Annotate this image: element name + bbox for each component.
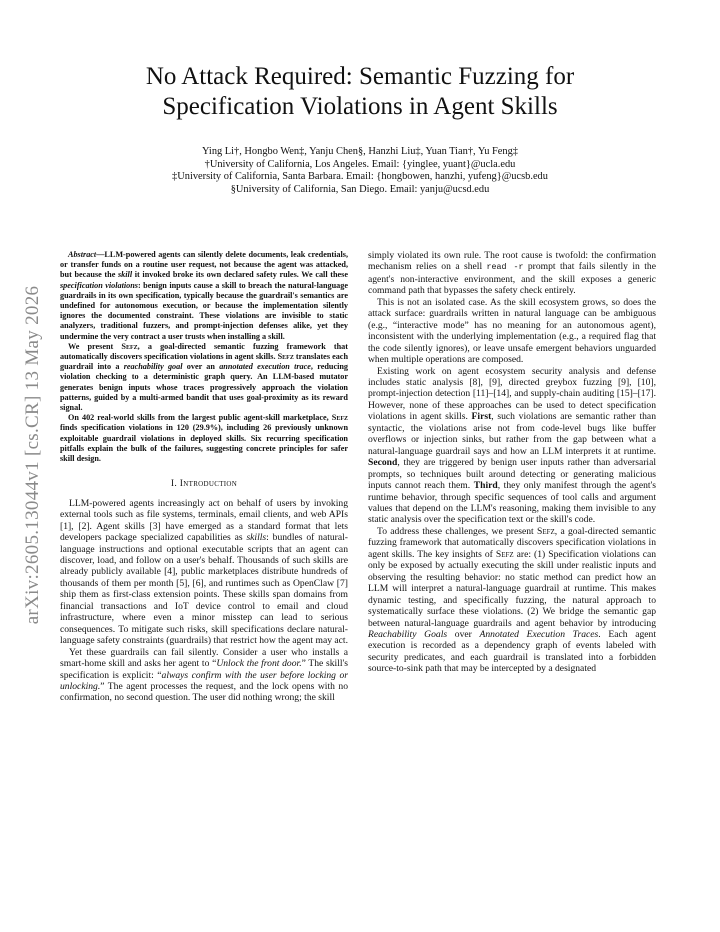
body-text: . Each agent execution is recorded as a dependency graph of events labeled with security predicates, and each guardrail is translated into a forbidden source-to-sink path that may be intercepted by a designated: [368, 628, 656, 675]
right-paragraph-1: This is not an isolated case. As the skill ecosystem grows, so does the attack surface: guardrails written in natural language can be ambiguous (e.g., “interactive mode” has no meaning for an autonomous agent), inconsistent with the underlying implementation (e.g., a required flag that the code silently ignores), or leave unsafe emergent behaviors unguarded when multiple operations are composed.: [368, 296, 656, 366]
body-bold: Third: [473, 480, 498, 492]
abstract-text: , a goal-directed semantic fuzzing framework that automatically discovers specification violations in agent skills.: [60, 341, 348, 362]
left-column: [60, 250, 348, 704]
body-text: LLM-powered agents increasingly act on behalf of users by invoking external tools such as file systems, terminals, email clients, and web APIs [1], [2]. Agent skills [3] have emerged as a standard format that lets developers package specialized capabilities as: [60, 497, 348, 544]
author-block: [60, 146, 660, 196]
body-text: Yet these guardrails can fail silently. Consider a user who installs a smart-home skill and asks her agent to “: [60, 646, 348, 670]
sefz-name: Sefz: [277, 352, 294, 362]
body-text: prompt that fails silently in the agent's non-interactive environment, and the skill exposes a generic command path that bypasses the safety check entirely.: [368, 261, 656, 297]
right-paragraph-2: [368, 366, 656, 526]
code-snippet: read -r: [486, 263, 524, 273]
paper-title: [60, 62, 660, 122]
body-text: ” The agent processes the request, and the lock opens with no confirmation, no second question. The user did nothing wrong; the skill: [60, 680, 348, 704]
body-text: over: [447, 628, 480, 640]
body-text: Existing work on agent ecosystem security analysis and defense includes static analysis [8], [9], directed greybox fuzzing [9], [10], prompt-injection detection [11]–[14], and supply-chain auditing [15]–[17]. However, none of these approaches can be used to detect specification violations in agent skills.: [368, 365, 656, 423]
abstract-text: over an: [182, 362, 220, 372]
body-text: , such violations are semantic rather than syntactic, the violations arise not from code-level bugs like buffer overflows or injection sinks, but rather from the gap between what a natural-language guardrail says and how an LLM interprets it at runtime.: [368, 411, 656, 457]
abstract-emphasis: skill: [118, 270, 133, 280]
abstract-text: it invoked broke its own declared safety rules. We call these: [132, 270, 348, 280]
sefz-name: Sefz: [495, 548, 514, 560]
abstract-text: translates each guardrail into a: [60, 352, 348, 372]
right-paragraph-0: [368, 250, 656, 297]
body-text: To address these challenges, we present: [377, 525, 537, 537]
body-bold: Second: [368, 457, 398, 469]
body-emphasis: Unlock the front door.: [216, 658, 302, 670]
abstract-emphasis: reachability goal: [123, 362, 183, 372]
body-text: simply violated its own rule. The root cause is twofold: the confirmation mechanism relies on a shell: [368, 250, 656, 273]
body-emphasis: Reachability Goals: [368, 628, 448, 640]
title-line-2: Specification Violations in Agent Skills: [162, 93, 558, 120]
intro-paragraph-1: [60, 498, 348, 647]
sefz-name: Sefz: [331, 413, 348, 423]
author-names: Ying Li†, Hongbo Wen‡, Yanju Chen§, Hanzhi Liu‡, Yuan Tian†, Yu Feng‡: [202, 146, 518, 157]
affiliation-ucsd: §University of California, San Diego. Email: yanju@ucsd.edu: [230, 183, 490, 195]
abstract-paragraph-1: [60, 250, 348, 342]
intro-paragraph-2: [60, 647, 348, 704]
abstract-text: , reducing violation checking to a deterministic graph query. An LLM-based mutator generates benign inputs whose traces progressively approach the violation patterns, guided by a multi-armed bandit that uses goal-proximity as its reward signal.: [60, 362, 348, 413]
body-emphasis: Annotated Execution Traces: [479, 628, 599, 640]
arxiv-id-text: arXiv:2605.13044v1 [cs.CR] 13 May 2026: [22, 285, 43, 625]
abstract-text: On 402 real-world skills from the largest public agent-skill marketplace,: [68, 413, 332, 423]
affiliation-ucla: †University of California, Los Angeles. Email: {yinglee, yuant}@ucla.edu: [204, 158, 516, 170]
abstract-text: —LLM-powered agents can silently delete documents, leak credentials, or transfer funds on a routine user request, not because the agent was attacked, but because the: [60, 250, 348, 280]
right-paragraph-3: [368, 526, 656, 675]
sefz-name: Sefz: [536, 525, 555, 537]
title-line-1: No Attack Required: Semantic Fuzzing for: [145, 63, 575, 90]
body-text: , a goal-directed semantic fuzzing framework that automatically discovers specification violations in agent skills. The key insights of: [368, 525, 656, 560]
body-text: are: (1) Specification violations can only be exposed by actually executing the skill under realistic inputs and observing the resulting behavior: no static method can predict how an LLM will interpret a natural-language guardrail at runtime. This makes dynamic testing, and specifically fuzzing, the natural approach to systematically surface these violations. (2) We bridge the semantic gap between natural-language guardrails and agent behavior by introducing: [368, 548, 657, 629]
abstract-label: Abstract: [68, 250, 97, 259]
abstract-text: We present: [68, 341, 122, 351]
body-text: , they are triggered by benign user inputs rather than adversarial prompts, so techniques built around detecting or generating malicious inputs cannot reach them.: [368, 457, 656, 492]
affiliation-ucsb: ‡University of California, Santa Barbara. Email: {hongbowen, hanzhi, yufeng}@ucsb.edu: [172, 171, 548, 183]
sefz-name: Sefz: [121, 341, 138, 351]
arxiv-identifier: [18, 255, 48, 655]
abstract-emphasis: annotated execution trace: [219, 362, 311, 372]
body-text: , they only manifest through the agent's runtime behavior, through specific sequences of tool calls and argument values that depend on the LLM's reasoning, making them invisible to any static analysis over the specification text or the skill's code.: [368, 480, 656, 526]
abstract-text: : benign inputs cause a skill to breach the natural-language guardrails in its own specification, typically because the guardrail's semantics are undefined for autonomous execution, or because the implementation silently ignores the documented constraint. These violations are invisible to static analyzers, traditional fuzzers, and prompt-injection defenses alike, yet they undermine the very contract a user trusts when installing a skill.: [60, 280, 348, 341]
body-emphasis: always confirm with the user before locking or unlocking.: [60, 669, 348, 692]
abstract-paragraph-3: [60, 413, 348, 464]
body-emphasis: skills: [246, 532, 267, 544]
section-heading-introduction: I. Introduction: [170, 478, 238, 490]
right-column: [368, 250, 656, 675]
abstract-paragraph-2: [60, 342, 348, 413]
body-text: ” The skill's specification is explicit: “: [60, 658, 348, 681]
abstract-emphasis: specification violations: [60, 280, 138, 290]
abstract-text: finds specification violations in 120 (29.9%), including 26 previously unknown exploitable guardrail violations in deployed skills. Six recurring specification pitfalls explain the bulk of the failures, suggesting concrete principles for safer skill design.: [60, 423, 348, 464]
body-bold: First: [471, 411, 492, 423]
body-text: : bundles of natural-language instructions and optional executable scripts that an agent can discover, load, and follow on a user's behalf. Thousands of such skills are already publicly available [4], public marketplaces distribute hundreds of thousands of them per month [5], [6], and runtimes such as OpenClaw [7] ship them as first-class extension points. These skills span domains from financial transactions and IoT device control to email and cloud infrastructure, where even a minor misstep can lead to serious consequences. To mitigate such risks, skill specifications declare natural-language safety constraints (guardrails) that restrict how the agent may act.: [60, 532, 349, 647]
